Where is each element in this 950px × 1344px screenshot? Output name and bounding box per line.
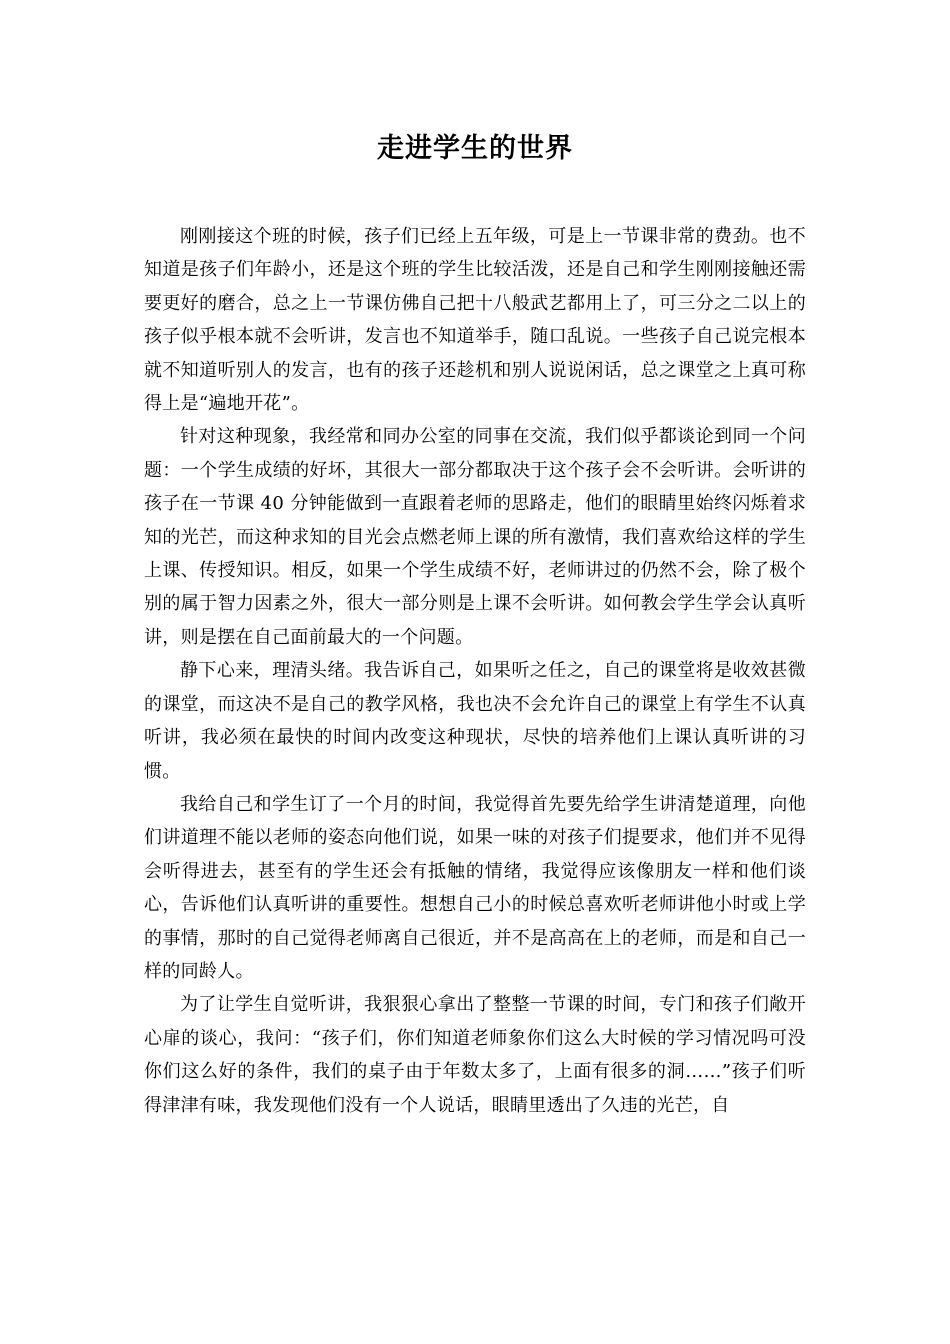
paragraph-5: 为了让学生自觉听讲，我狠狠心拿出了整整一节课的时间，专门和孩子们敞开心扉的谈心，我问：“孩子们，你们知道老师象你们这么大时候的学习情况吗可没你们这么好的条件，我们的桌子由于年数太多了，上面有很多的洞……”孩子们听得津津有味，我发现他们没有一个人说话，眼睛里透出了久违的光芒，自 xyxy=(144,994,806,1116)
paragraph-3: 静下心来，理清头绪。我告诉自己，如果听之任之，自己的课堂将是收效甚微的课堂，而这决不是自己的教学风格，我也决不会允许自己的课堂上有学生不认真听讲，我必须在最快的时间内改变这种现状，尽快的培养他们上课认真听讲的习惯。 xyxy=(144,660,806,782)
document-body xyxy=(144,220,806,1122)
paragraph-2: 针对这种现象，我经常和同办公室的同事在交流，我们似乎都谈论到同一个问题：一个学生成绩的好坏，其很大一部分都取决于这个孩子会不会听讲。会听讲的孩子在一节课 40 分钟能做到一直跟着老师的思路走，他们的眼睛里始终闪烁着求知的光芒，而这种求知的目光会点燃老师上课的所有激情，我们喜欢给这样的学生上课、传授知识。相反，如果一个学生成绩不好，老师讲过的仍然不会，除了极个别的属于智力因素之外，很大一部分则是上课不会听讲。如何教会学生学会认真听讲，则是摆在自己面前最大的一个问题。 xyxy=(144,426,806,648)
paragraph-1: 刚刚接这个班的时候，孩子们已经上五年级，可是上一节课非常的费劲。也不知道是孩子们年龄小，还是这个班的学生比较活泼，还是自己和学生刚刚接触还需要更好的磨合，总之上一节课仿佛自己把十八般武艺都用上了，可三分之二以上的孩子似乎根本就不会听讲，发言也不知道举手，随口乱说。一些孩子自己说完根本就不知道听别人的发言，也有的孩子还趁机和别人说说闲话，总之课堂之上真可称得上是“遍地开花”。 xyxy=(144,226,806,415)
document-title: 走进学生的世界 xyxy=(377,133,573,164)
paragraph-4: 我给自己和学生订了一个月的时间，我觉得首先要先给学生讲清楚道理，向他们讲道理不能以老师的姿态向他们说，如果一味的对孩子们提要求，他们并不见得会听得进去，甚至有的学生还会有抵触的情绪，我觉得应该像朋友一样和他们谈心，告诉他们认真听讲的重要性。想想自己小的时候总喜欢听老师讲他小时或上学的事情，那时的自己觉得老师离自己很近，并不是高高在上的老师，而是和自己一样的同龄人。 xyxy=(144,793,806,982)
